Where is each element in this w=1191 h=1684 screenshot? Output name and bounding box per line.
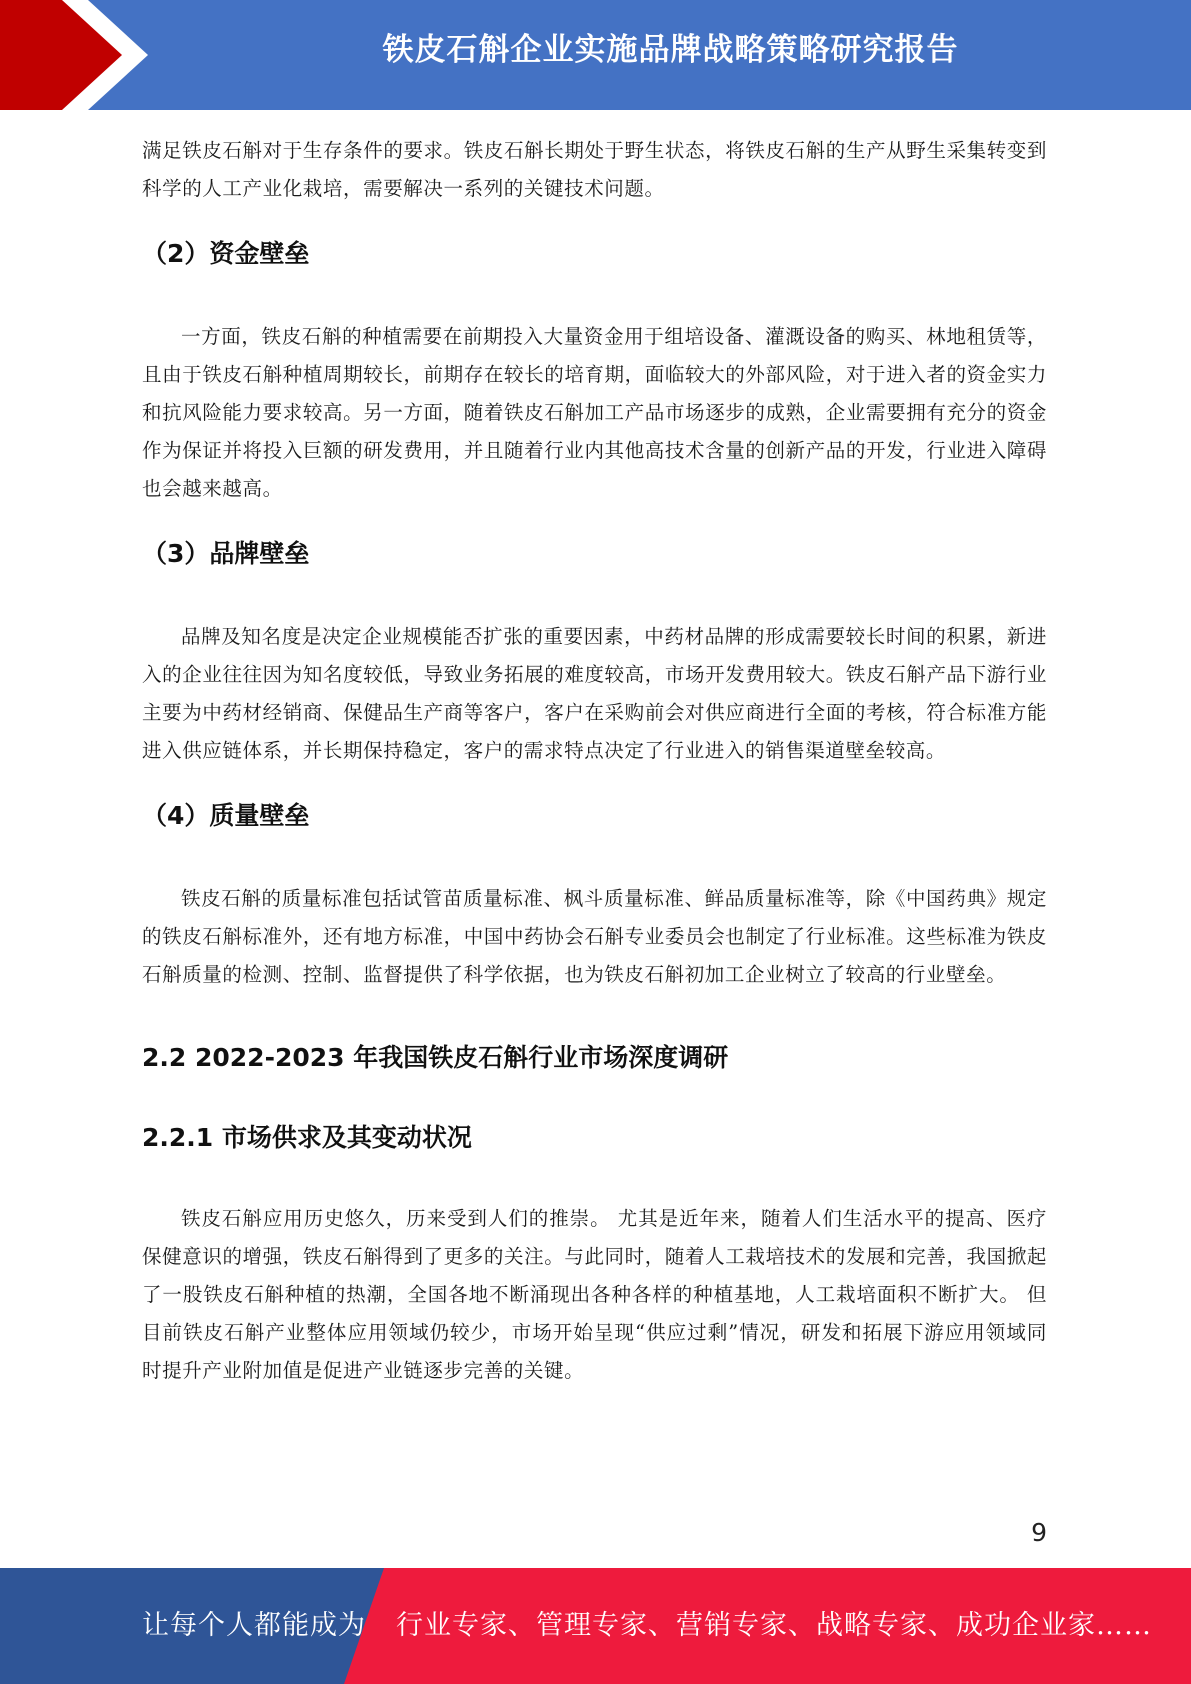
heading-quality-barrier: （4）质量壁垒 [142, 801, 310, 830]
section-heading-2-2: 2.2 2022-2023 年我国铁皮石斛行业市场深度调研 [142, 1043, 729, 1072]
header-chevron-decoration [0, 0, 150, 110]
footer-slogan-left: 让每个人都能成为 [142, 1610, 366, 1641]
section-heading-2-2-1: 2.2.1 市场供求及其变动状况 [142, 1123, 472, 1152]
paragraph-continued: 满足铁皮石斛对于生存条件的要求。铁皮石斛长期处于野生状态，将铁皮石斛的生产从野生采集转变到科学的人工产业化栽培，需要解决一系列的关键技术问题。 [142, 139, 1047, 200]
footer-slogan-right: 行业专家、管理专家、营销专家、战略专家、成功企业家…… [396, 1610, 1152, 1641]
paragraph-market-supply-demand: 铁皮石斛应用历史悠久，历来受到人们的推崇。 尤其是近年来，随着人们生活水平的提高、医疗保健意识的增强，铁皮石斛得到了更多的关注。与此同时，随着人工栽培技术的发展和完善，我国掀起了一股铁皮石斛种植的热潮，全国各地不断涌现出各种各样的种植基地，人工栽培面积不断扩大。 但目前铁皮石斛产业整体应用领域仍较少，市场开始呈现“供应过剩”情况，研发和拓展下游应用领域同时提升产业附加值是促进产业链逐步完善的关键。 [142, 1207, 1047, 1382]
paragraph-quality-barrier: 铁皮石斛的质量标准包括试管苗质量标准、枫斗质量标准、鲜品质量标准等，除《中国药典》规定的铁皮石斛标准外，还有地方标准，中国中药协会石斛专业委员会也制定了行业标准。这些标准为铁皮石斛质量的检测、控制、监督提供了科学依据，也为铁皮石斛初加工企业树立了较高的行业壁垒。 [142, 887, 1047, 986]
page-header [0, 0, 1191, 110]
paragraph-capital-barrier: 一方面，铁皮石斛的种植需要在前期投入大量资金用于组培设备、灌溉设备的购买、林地租赁等，且由于铁皮石斛种植周期较长，前期存在较长的培育期，面临较大的外部风险，对于进入者的资金实力和抗风险能力要求较高。另一方面，随着铁皮石斛加工产品市场逐步的成熟，企业需要拥有充分的资金作为保证并将投入巨额的研发费用，并且随着行业内其他高技术含量的创新产品的开发，行业进入障碍也会越来越高。 [142, 325, 1047, 500]
paragraph-brand-barrier: 品牌及知名度是决定企业规模能否扩张的重要因素，中药材品牌的形成需要较长时间的积累，新进入的企业往往因为知名度较低，导致业务拓展的难度较高，市场开发费用较大。铁皮石斛产品下游行业主要为中药材经销商、保健品生产商等客户，客户在采购前会对供应商进行全面的考核，符合标准方能进入供应链体系，并长期保持稳定，客户的需求特点决定了行业进入的销售渠道壁垒较高。 [142, 625, 1047, 762]
heading-capital-barrier: （2）资金壁垒 [142, 239, 310, 268]
page-number: 9 [1031, 1518, 1047, 1547]
heading-brand-barrier: （3）品牌壁垒 [142, 539, 310, 568]
report-title: 铁皮石斛企业实施品牌战略策略研究报告 [382, 32, 959, 68]
page-content [142, 132, 1047, 1390]
page-footer [0, 1568, 1191, 1684]
